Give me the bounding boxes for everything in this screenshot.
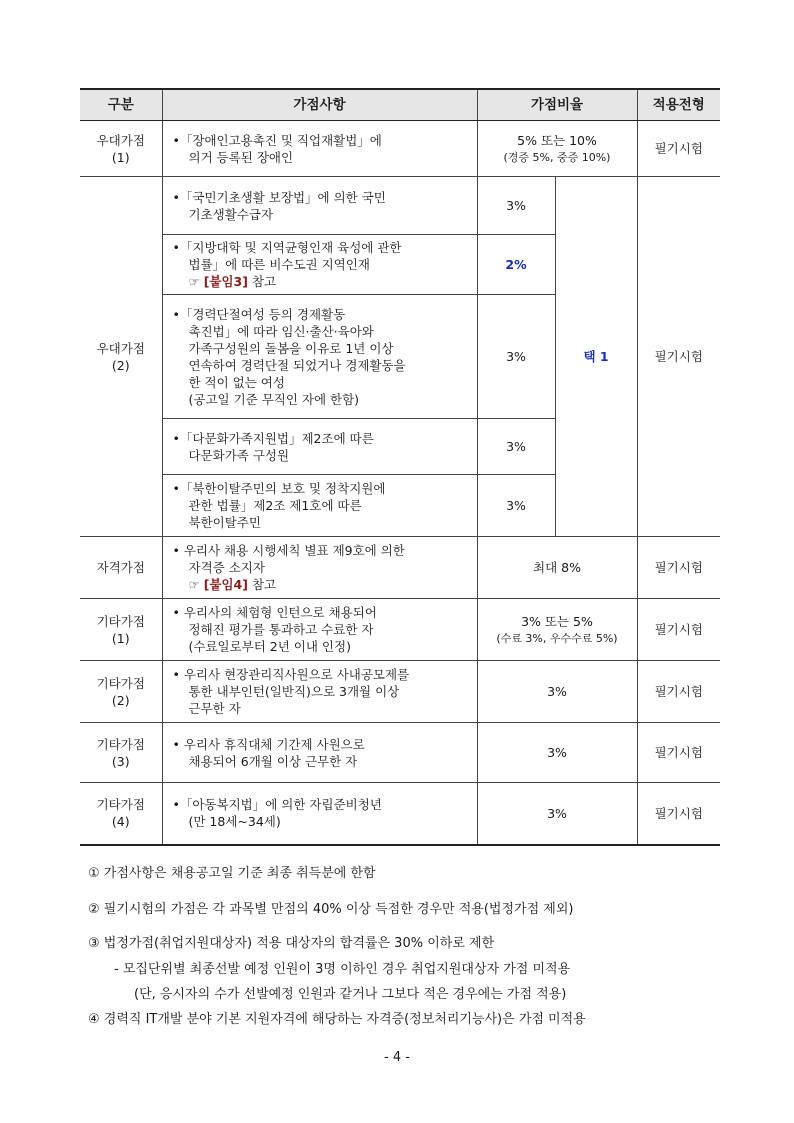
rate-cell: 3% xyxy=(477,295,555,419)
table-row xyxy=(80,599,720,661)
attachment-ref: [붙임3] xyxy=(203,274,248,289)
table-row xyxy=(80,121,720,177)
item-cell: •「다문화가족지원법」제2조에 따른 다문화가족 구성원 xyxy=(162,419,477,475)
header-item: 가점사항 xyxy=(162,89,477,121)
category-cell: 기타가점 (1) xyxy=(80,599,162,661)
item-cell: •「북한이탈주민의 보호 및 정착지원에 관한 법률」제2조 제1호에 따른 북한이탈주민 xyxy=(162,475,477,537)
header-rate: 가점비율 xyxy=(477,89,637,121)
header-type: 적용전형 xyxy=(637,89,720,121)
note-2: ② 필기시험의 가점은 각 과목별 만점의 40% 이상 득점한 경우만 적용(법정가점 제외) xyxy=(88,902,574,917)
rate-cell: 3% xyxy=(477,419,555,475)
type-cell: 필기시험 xyxy=(637,537,720,599)
note-3-sub: - 모집단위별 최종선발 예정 인원이 3명 이하인 경우 취업지원대상자 가점 미적용 xyxy=(114,962,571,977)
page-number: - 4 - xyxy=(384,1050,410,1065)
item-cell: • 우리사 휴직대체 기간제 사원으로 채용되어 6개월 이상 근무한 자 xyxy=(162,723,477,783)
item-cell: •「국민기초생활 보장법」에 의한 국민 기초생활수급자 xyxy=(162,177,477,235)
item-cell: •「경력단절여성 등의 경제활동 촉진법」에 따라 임신·출산·육아와 가족구성원의 돌봄을 이유로 1년 이상 연속하여 경력단절 되었거나 경제활동을 한 적이 없는 여성 (공고일 기준 무직인 자에 한함) xyxy=(162,295,477,419)
note-1: ① 가점사항은 채용공고일 기준 최종 취득분에 한함 xyxy=(88,866,376,881)
item-cell: • 우리사의 체험형 인턴으로 채용되어 정해진 평가를 통과하고 수료한 자 (수료일로부터 2년 이내 인정) xyxy=(162,599,477,661)
table-row xyxy=(80,537,720,599)
pointing-hand-icon: ☞ xyxy=(188,274,204,289)
table-row xyxy=(80,177,720,235)
type-cell: 필기시험 xyxy=(637,723,720,783)
table-row xyxy=(80,723,720,783)
table-row xyxy=(80,661,720,723)
rate-cell: 3% xyxy=(477,723,637,783)
category-cell: 기타가점 (4) xyxy=(80,783,162,845)
pointing-hand-icon: ☞ xyxy=(188,577,204,592)
type-cell: 필기시험 xyxy=(637,783,720,845)
item-cell: • 우리사 현장관리직사원으로 사내공모제를 통한 내부인턴(일반직)으로 3개월 이상 근무한 자 xyxy=(162,661,477,723)
table-header-row xyxy=(80,89,720,121)
rate-cell: 최대 8% xyxy=(477,537,637,599)
category-cell: 우대가점 (2) xyxy=(80,177,162,537)
rate-cell: 2% xyxy=(477,235,555,295)
category-cell: 자격가점 xyxy=(80,537,162,599)
bonus-points-table xyxy=(80,88,720,846)
type-cell: 필기시험 xyxy=(637,121,720,177)
note-3: ③ 법정가점(취업지원대상자) 적용 대상자의 합격률은 30% 이하로 제한 xyxy=(88,936,495,951)
header-category: 구분 xyxy=(80,89,162,121)
item-cell: •「장애인고용촉진 및 직업재활법」에 의거 등록된 장애인 xyxy=(162,121,477,177)
item-cell: •「지방대학 및 지역균형인재 육성에 관한 법률」에 따른 비수도권 지역인재 ☞ [붙임3] 참고 xyxy=(162,235,477,295)
item-cell: •「아동복지법」에 의한 자립준비청년 (만 18세~34세) xyxy=(162,783,477,845)
category-cell: 우대가점 (1) xyxy=(80,121,162,177)
type-cell: 필기시험 xyxy=(637,661,720,723)
rate-cell: 3% xyxy=(477,783,637,845)
type-cell: 필기시험 xyxy=(637,599,720,661)
category-cell: 기타가점 (3) xyxy=(80,723,162,783)
rate-cell: 3% xyxy=(477,661,637,723)
rate-cell: 3% 또는 5% (수료 3%, 우수수료 5%) xyxy=(477,599,637,661)
attachment-ref: [붙임4] xyxy=(203,577,248,592)
table-row xyxy=(80,783,720,845)
rate-cell: 3% xyxy=(477,475,555,537)
note-3-sub-paren: (단, 응시자의 수가 선발예정 인원과 같거나 그보다 적은 경우에는 가점 적용) xyxy=(134,987,567,1002)
rate-cell: 5% 또는 10% (경증 5%, 중증 10%) xyxy=(477,121,637,177)
category-cell: 기타가점 (2) xyxy=(80,661,162,723)
choose-one-cell: 택 1 xyxy=(555,177,637,537)
note-4: ④ 경력직 IT개발 분야 기본 지원자격에 해당하는 자격증(정보처리기능사)은 가점 미적용 xyxy=(88,1012,586,1027)
rate-cell: 3% xyxy=(477,177,555,235)
item-cell: • 우리사 채용 시행세칙 별표 제9호에 의한 자격증 소지자 ☞ [붙임4] 참고 xyxy=(162,537,477,599)
type-cell: 필기시험 xyxy=(637,177,720,537)
